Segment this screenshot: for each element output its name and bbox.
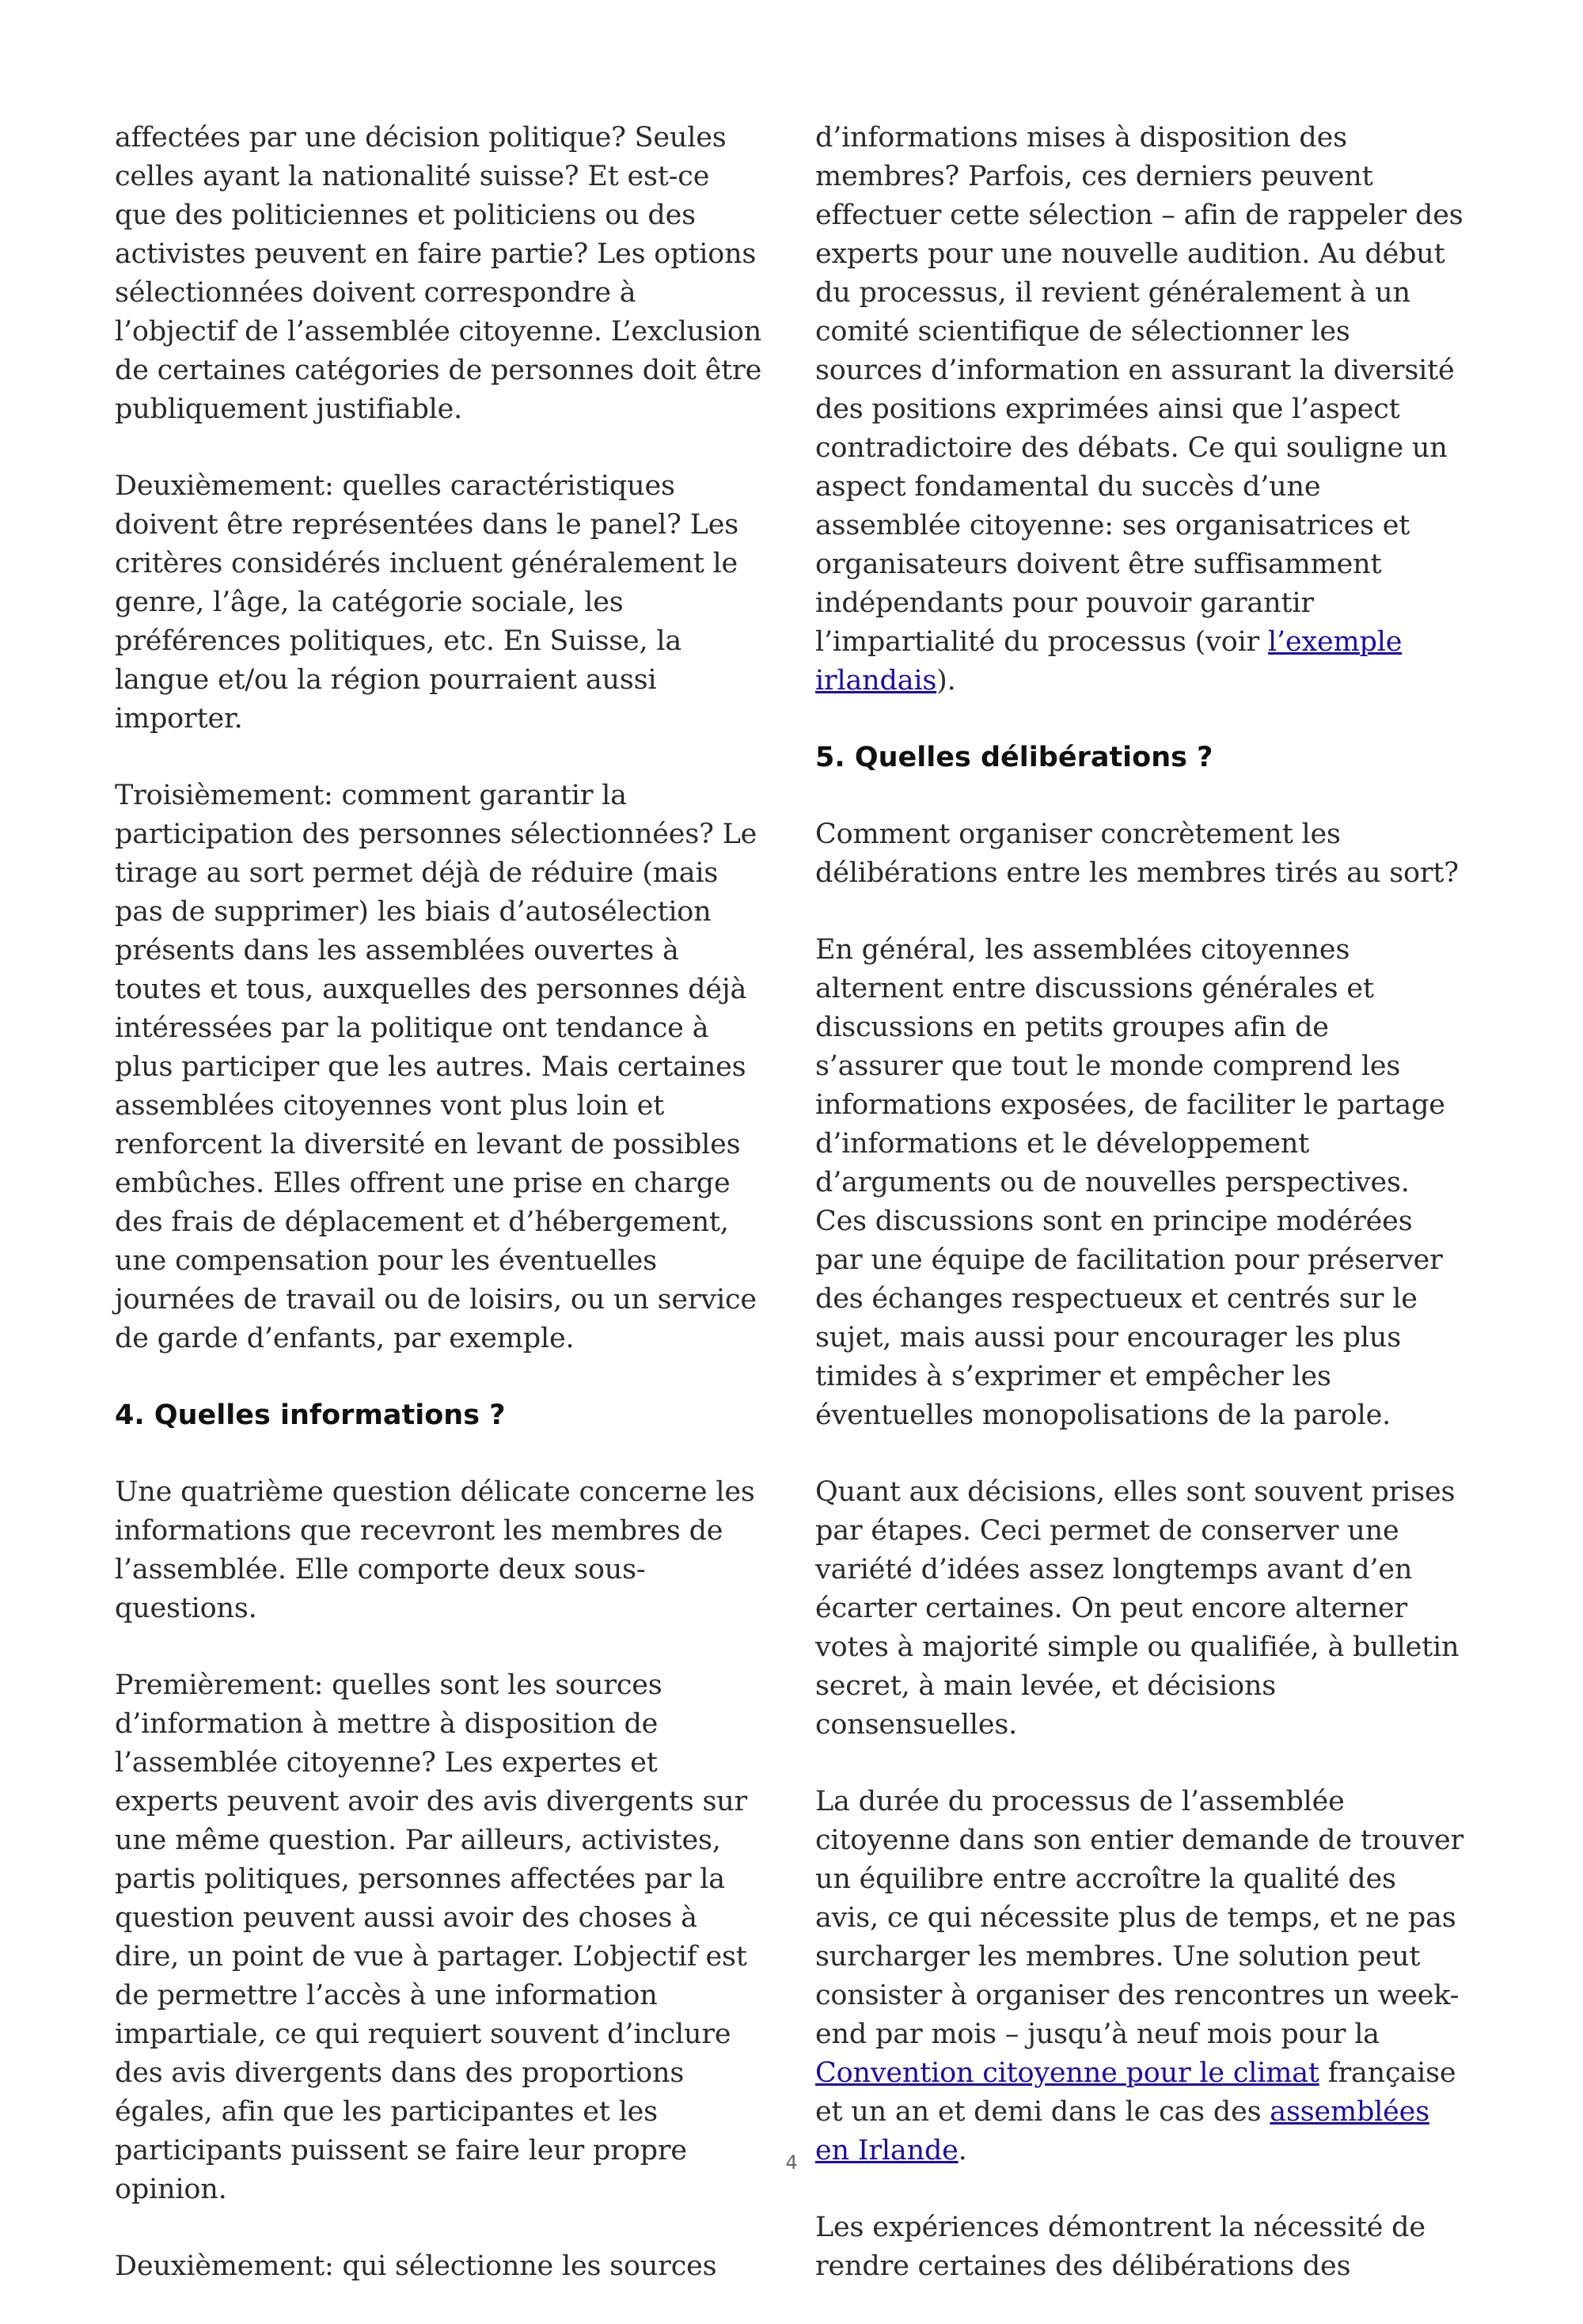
paragraph-information-sources: Premièrement: quelles sont les sources d’information à mettre à disposition de l’assemblée citoyenne? Les expertes et experts peuvent avoir des avis divergents sur une même question. Par ailleurs, activistes, partis politiques, personnes affectées par la question peuvent aussi avoir des choses à dire, un point de vue à partager. L’objectif est de permettre l’accès à une information impartiale, ce qui requiert souvent d’inclure des avis divergents dans des proportions égales, afin que les participantes et les participants puissent se faire leur propre opinion. <box>115 1669 748 2205</box>
text-span: La durée du processus de l’assemblée citoyenne dans son entier demande de trouver un équilibre entre accroître la qualité des avis, ce qui nécessite plus de temps, et ne pas surcharger les membres. Une solution peut consister à organiser des rencontres un week-end par mois – jusqu’à neuf mois pour la <box>815 1786 1464 2050</box>
left-column <box>115 119 764 2324</box>
section-heading-informations: 4. Quelles informations ? <box>115 1399 506 1431</box>
paragraph-discussions: En général, les assemblées citoyennes alternent entre discussions générales et discussions en petits groupes afin de s’assurer que tout le monde comprend les informations exposées, de faciliter le partage d’informations et le développement d’arguments ou de nouvelles perspectives. Ces discussions sont en principe modérées par une équipe de facilitation pour préserver des échanges respectueux et centrés sur le sujet, mais aussi pour encourager les plus timides à s’exprimer et empêcher les éventuelles monopolisations de la parole. <box>815 934 1445 1431</box>
right-column <box>815 119 1464 2324</box>
paragraph-eligibility: affectées par une décision politique? Seules celles ayant la nationalité suisse? Et est-ce que des politiciennes et politiciens ou des activistes peuvent en faire partie? Les options sélectionnées doivent correspondre à l’objectif de l’assemblée citoyenne. L’exclusion de certaines catégories de personnes doit être publiquement justifiable. <box>115 122 762 425</box>
text-span: ). <box>936 665 956 697</box>
paragraph-participation: Troisièmement: comment garantir la participation des personnes sélectionnées? Le tirage au sort permet déjà de réduire (mais pas de supprimer) les biais d’autosélection présents dans les assemblées ouvertes à toutes et tous, auxquelles des personnes déjà intéressées par la politique ont tendance à plus participer que les autres. Mais certaines assemblées citoyennes vont plus loin et renforcent la diversité en levant de possibles embûches. Elles offrent une prise en charge des frais de déplacement et d’hébergement, une compensation pour les éventuelles journées de travail ou de loisirs, ou un service de garde d’enfants, par exemple. <box>115 780 757 1354</box>
paragraph-information-intro: Une quatrième question délicate concerne les informations que recevront les membres de l’assemblée. Elle comporte deux sous-questions. <box>115 1476 755 1624</box>
text-span: . <box>958 2135 967 2166</box>
paragraph-deliberations-intro: Comment organiser concrètement les délibérations entre les membres tirés au sort? <box>815 818 1459 889</box>
paragraph-source-selection-cont <box>815 119 1464 701</box>
link-assemblees-irlande[interactable]: assemblées en Irlande <box>815 2096 1429 2166</box>
page-number: 4 <box>785 2151 798 2174</box>
text-span: française et un an et demi dans le cas des <box>815 2057 1456 2128</box>
section-heading-deliberations: 5. Quelles délibérations ? <box>815 742 1213 773</box>
paragraph-duration <box>815 1783 1464 2170</box>
paragraph-decisions: Quant aux décisions, elles sont souvent prises par étapes. Ceci permet de conserver une variété d’idées assez longtemps avant d’en écarter certaines. On peut encore alterner votes à majorité simple ou qualifiée, à bulletin secret, à main levée, et décisions consensuelles. <box>815 1476 1460 1741</box>
paragraph-characteristics: Deuxièmement: quelles caractéristiques doivent être représentées dans le panel? Les critères considérés incluent généralement le genre, l’âge, la catégorie sociale, les préférences politiques, etc. En Suisse, la langue et/ou la région pourraient aussi importer. <box>115 470 738 735</box>
paragraph-source-selection: Deuxièmement: qui sélectionne les sources <box>115 2250 717 2282</box>
text-span: d’informations mises à disposition des membres? Parfois, ces derniers peuvent effectuer cette sélection – afin de rappeler des experts pour une nouvelle audition. Au début du processus, il revient généralement à un comité scientifique de sélectionner les sources d’information en assurant la diversité des positions exprimées ainsi que l’aspect contradictoire des débats. Ce qui souligne un aspect fondamental du succès d’une assemblée citoyenne: ses organisatrices et organisateurs doivent être suffisamment indépendants pour pouvoir garantir l’impartialité du processus (voir <box>815 122 1463 658</box>
paragraph-experiences: Les expériences démontrent la nécessité de rendre certaines des délibérations des <box>815 2212 1425 2282</box>
link-irish-example[interactable]: l’exemple irlandais <box>815 626 1403 697</box>
link-convention-climat[interactable]: Convention citoyenne pour le climat <box>815 2057 1319 2089</box>
